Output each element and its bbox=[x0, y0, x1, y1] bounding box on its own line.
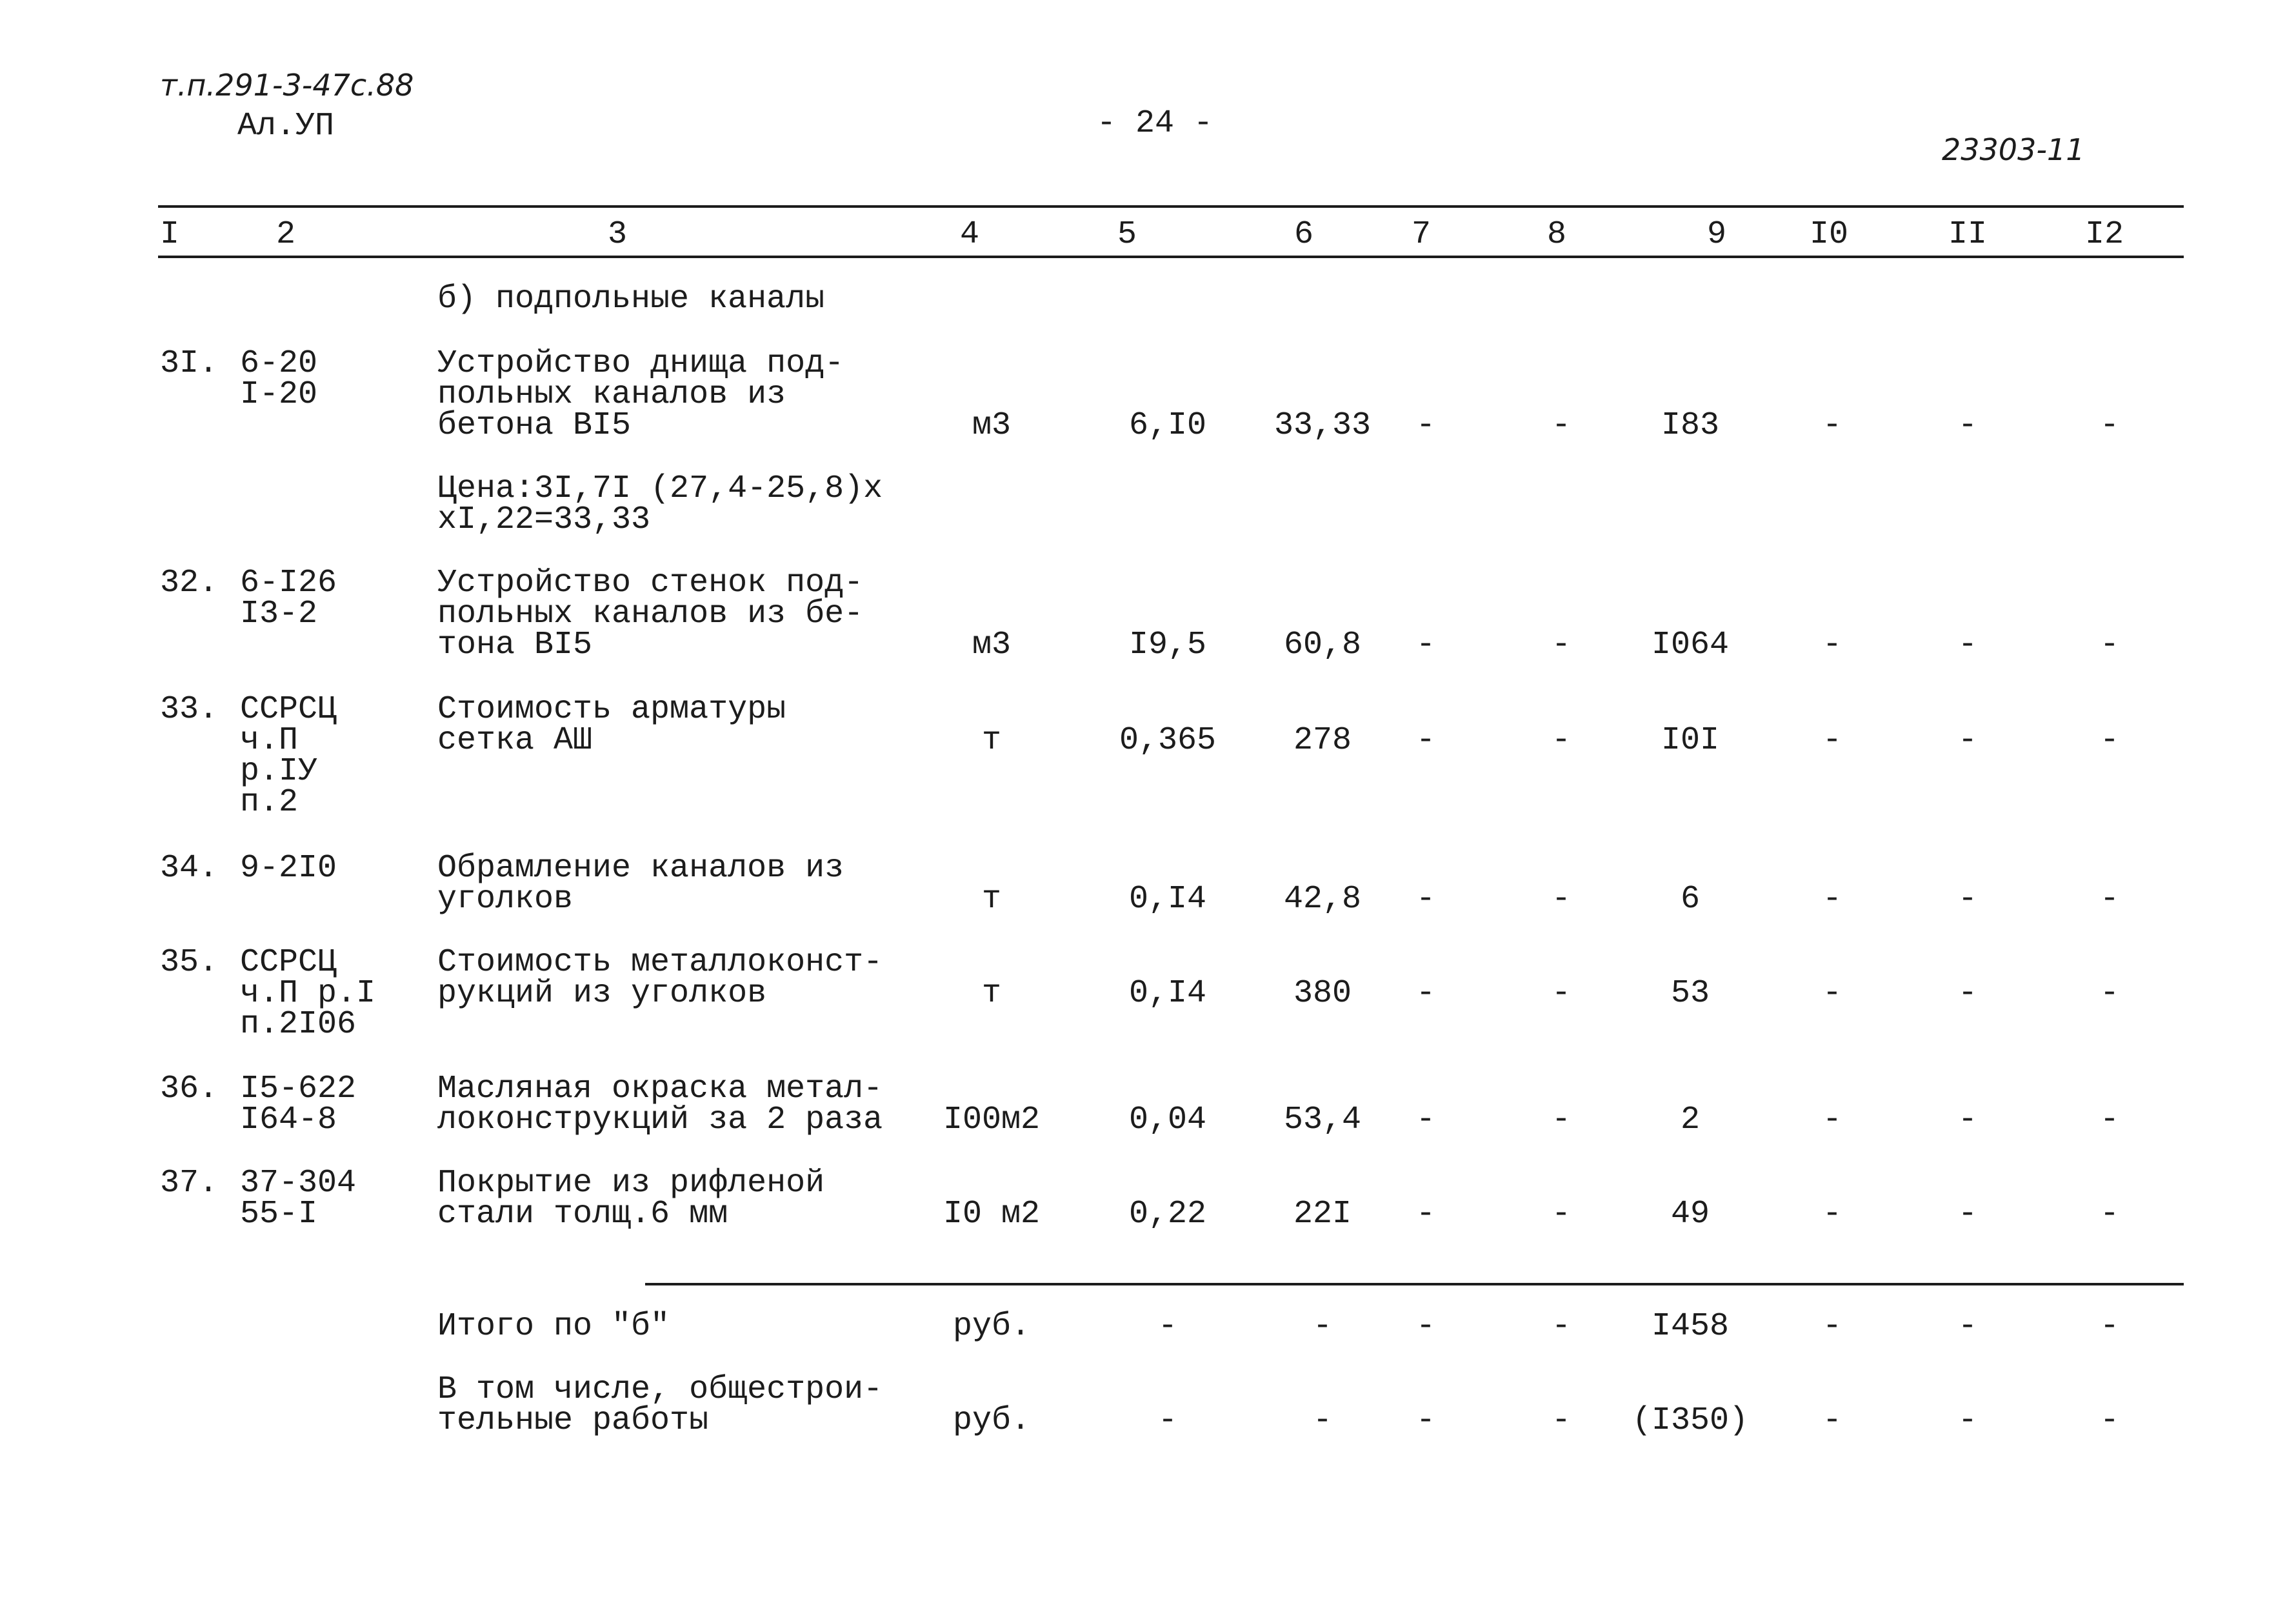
total-cost-cell: (I350) bbox=[1632, 1402, 1749, 1439]
row-number: 33. bbox=[160, 691, 219, 728]
column-11-cell: - bbox=[1957, 975, 1977, 1012]
column-7-cell: - bbox=[1415, 975, 1435, 1012]
quantity-cell: I9,5 bbox=[1128, 627, 1207, 663]
norm-code-line: I5-622 bbox=[240, 1071, 357, 1107]
norm-code-line: п.2I06 bbox=[240, 1006, 357, 1043]
price-note-line: хI,22=33,33 bbox=[437, 501, 651, 538]
total-cost-cell: 53 bbox=[1670, 975, 1710, 1012]
norm-code-line: 37-304 bbox=[240, 1165, 357, 1202]
unit-price-cell: 42,8 bbox=[1283, 881, 1362, 918]
column-10-cell: - bbox=[1822, 1308, 1842, 1345]
totals-description: тельные работы bbox=[437, 1402, 709, 1439]
work-description-line: уголков bbox=[437, 881, 574, 918]
header-bottom-rule bbox=[158, 256, 2184, 258]
column-7-cell: - bbox=[1415, 627, 1435, 663]
column-8-cell: - bbox=[1551, 1196, 1571, 1233]
work-description-line: Покрытие из рифленой bbox=[437, 1165, 825, 1202]
column-11-cell: - bbox=[1957, 1196, 1977, 1233]
column-10-cell: - bbox=[1822, 975, 1842, 1012]
unit-cell: м3 bbox=[972, 627, 1011, 663]
inventory-number: 23303-11 bbox=[1942, 132, 2085, 167]
unit-price-cell: 60,8 bbox=[1283, 627, 1362, 663]
column-12-cell: - bbox=[2099, 1102, 2119, 1138]
column-8-cell: - bbox=[1551, 1308, 1571, 1345]
column-header-10: I0 bbox=[1810, 216, 1849, 253]
work-description-line: польных каналов из bbox=[437, 376, 786, 413]
row-number: 36. bbox=[160, 1071, 219, 1107]
column-10-cell: - bbox=[1822, 722, 1842, 759]
row-number: 32. bbox=[160, 565, 219, 601]
column-10-cell: - bbox=[1822, 407, 1842, 444]
unit-cell: т bbox=[981, 975, 1001, 1012]
document-reference: т.п.291-3-47с.88 bbox=[160, 68, 414, 103]
column-header-12: I2 bbox=[2085, 216, 2124, 253]
column-11-cell: - bbox=[1957, 722, 1977, 759]
row-number: 35. bbox=[160, 944, 219, 981]
column-12-cell: - bbox=[2099, 975, 2119, 1012]
column-7-cell: - bbox=[1415, 722, 1435, 759]
quantity-cell: 0,365 bbox=[1119, 722, 1217, 759]
norm-code-line: I-20 bbox=[240, 376, 318, 413]
work-description-line: локонструкций за 2 раза bbox=[437, 1102, 883, 1138]
column-7-cell: - bbox=[1415, 1196, 1435, 1233]
quantity-cell: - bbox=[1157, 1308, 1177, 1345]
work-description-line: рукций из уголков bbox=[437, 975, 767, 1012]
column-header-5: 5 bbox=[1117, 216, 1137, 253]
quantity-cell: 0,04 bbox=[1128, 1102, 1207, 1138]
unit-price-cell: 33,33 bbox=[1273, 407, 1372, 444]
quantity-cell: 6,I0 bbox=[1128, 407, 1207, 444]
page-number: - 24 - bbox=[1097, 105, 1213, 142]
work-description-line: Стоимость арматуры bbox=[437, 691, 786, 728]
column-12-cell: - bbox=[2099, 1308, 2119, 1345]
norm-code-line: I3-2 bbox=[240, 596, 318, 632]
unit-cell: I0 м2 bbox=[943, 1196, 1041, 1233]
row-number: 34. bbox=[160, 850, 219, 887]
album-label: Ал.УП bbox=[237, 108, 335, 145]
work-description-line: тона BI5 bbox=[437, 627, 593, 663]
column-12-cell: - bbox=[2099, 627, 2119, 663]
norm-code-line: 6-20 bbox=[240, 345, 318, 382]
totals-description: В том числе, общестрои- bbox=[437, 1371, 883, 1408]
norm-code-line: ССРСЦ bbox=[240, 944, 337, 981]
column-10-cell: - bbox=[1822, 881, 1842, 918]
column-11-cell: - bbox=[1957, 1308, 1977, 1345]
column-12-cell: - bbox=[2099, 881, 2119, 918]
unit-cell: т bbox=[981, 881, 1001, 918]
total-cost-cell: I458 bbox=[1651, 1308, 1730, 1345]
work-description-line: Масляная окраска метал- bbox=[437, 1071, 883, 1107]
work-description-line: Устройство днища под- bbox=[437, 345, 844, 382]
column-11-cell: - bbox=[1957, 881, 1977, 918]
column-11-cell: - bbox=[1957, 627, 1977, 663]
unit-price-cell: - bbox=[1312, 1402, 1332, 1439]
column-10-cell: - bbox=[1822, 1102, 1842, 1138]
norm-code-line: р.IУ bbox=[240, 753, 318, 790]
column-header-3: 3 bbox=[608, 216, 628, 253]
total-cost-cell: 49 bbox=[1670, 1196, 1710, 1233]
unit-cell: руб. bbox=[952, 1308, 1031, 1345]
norm-code-line: ССРСЦ bbox=[240, 691, 337, 728]
column-8-cell: - bbox=[1551, 1102, 1571, 1138]
unit-cell: т bbox=[981, 722, 1001, 759]
norm-code-line: ч.П р.I bbox=[240, 975, 376, 1012]
work-description-line: Стоимость металлоконст- bbox=[437, 944, 883, 981]
header-top-rule bbox=[158, 205, 2184, 208]
row-number: 3I. bbox=[160, 345, 219, 382]
work-description-line: бетона BI5 bbox=[437, 407, 632, 444]
unit-cell: I00м2 bbox=[943, 1102, 1041, 1138]
unit-price-cell: - bbox=[1312, 1308, 1332, 1345]
column-8-cell: - bbox=[1551, 881, 1571, 918]
quantity-cell: 0,22 bbox=[1128, 1196, 1207, 1233]
column-10-cell: - bbox=[1822, 1402, 1842, 1439]
row-number: 37. bbox=[160, 1165, 219, 1202]
unit-price-cell: 22I bbox=[1293, 1196, 1352, 1233]
column-header-1: I bbox=[160, 216, 180, 253]
work-description-line: стали толщ.6 мм bbox=[437, 1196, 728, 1233]
column-header-7: 7 bbox=[1412, 216, 1432, 253]
unit-price-cell: 380 bbox=[1293, 975, 1352, 1012]
column-12-cell: - bbox=[2099, 1196, 2119, 1233]
total-cost-cell: I064 bbox=[1651, 627, 1730, 663]
norm-code-line: 9-2I0 bbox=[240, 850, 337, 887]
column-7-cell: - bbox=[1415, 1102, 1435, 1138]
column-header-2: 2 bbox=[276, 216, 296, 253]
column-7-cell: - bbox=[1415, 407, 1435, 444]
column-7-cell: - bbox=[1415, 1402, 1435, 1439]
column-12-cell: - bbox=[2099, 722, 2119, 759]
column-8-cell: - bbox=[1551, 975, 1571, 1012]
work-description-line: Устройство стенок под- bbox=[437, 565, 864, 601]
total-cost-cell: I83 bbox=[1661, 407, 1719, 444]
unit-cell: м3 bbox=[972, 407, 1011, 444]
column-11-cell: - bbox=[1957, 407, 1977, 444]
work-description-line: польных каналов из бе- bbox=[437, 596, 864, 632]
total-cost-cell: I0I bbox=[1661, 722, 1719, 759]
column-header-6: 6 bbox=[1294, 216, 1314, 253]
column-8-cell: - bbox=[1551, 722, 1571, 759]
norm-code-line: 6-I26 bbox=[240, 565, 337, 601]
totals-description: Итого по "б" bbox=[437, 1308, 670, 1345]
total-cost-cell: 6 bbox=[1680, 881, 1700, 918]
quantity-cell: 0,I4 bbox=[1128, 881, 1207, 918]
unit-cell: руб. bbox=[952, 1402, 1031, 1439]
column-header-4: 4 bbox=[960, 216, 980, 253]
column-8-cell: - bbox=[1551, 407, 1571, 444]
column-11-cell: - bbox=[1957, 1402, 1977, 1439]
column-7-cell: - bbox=[1415, 881, 1435, 918]
totals-rule bbox=[645, 1283, 2184, 1285]
section-title: б) подпольные каналы bbox=[437, 281, 825, 317]
column-header-11: II bbox=[1948, 216, 1988, 253]
column-10-cell: - bbox=[1822, 1196, 1842, 1233]
column-header-8: 8 bbox=[1547, 216, 1567, 253]
column-7-cell: - bbox=[1415, 1308, 1435, 1345]
column-8-cell: - bbox=[1551, 1402, 1571, 1439]
column-11-cell: - bbox=[1957, 1102, 1977, 1138]
norm-code-line: ч.П bbox=[240, 722, 299, 759]
norm-code-line: п.2 bbox=[240, 784, 299, 821]
norm-code-line: 55-I bbox=[240, 1196, 318, 1233]
price-note-line: Цена:3I,7I (27,4-25,8)х bbox=[437, 470, 883, 507]
unit-price-cell: 53,4 bbox=[1283, 1102, 1362, 1138]
column-12-cell: - bbox=[2099, 407, 2119, 444]
quantity-cell: 0,I4 bbox=[1128, 975, 1207, 1012]
column-8-cell: - bbox=[1551, 627, 1571, 663]
column-10-cell: - bbox=[1822, 627, 1842, 663]
work-description-line: Обрамление каналов из bbox=[437, 850, 844, 887]
total-cost-cell: 2 bbox=[1680, 1102, 1700, 1138]
unit-price-cell: 278 bbox=[1293, 722, 1352, 759]
quantity-cell: - bbox=[1157, 1402, 1177, 1439]
norm-code-line: I64-8 bbox=[240, 1102, 337, 1138]
work-description-line: сетка АШ bbox=[437, 722, 593, 759]
column-12-cell: - bbox=[2099, 1402, 2119, 1439]
column-header-9: 9 bbox=[1707, 216, 1727, 253]
